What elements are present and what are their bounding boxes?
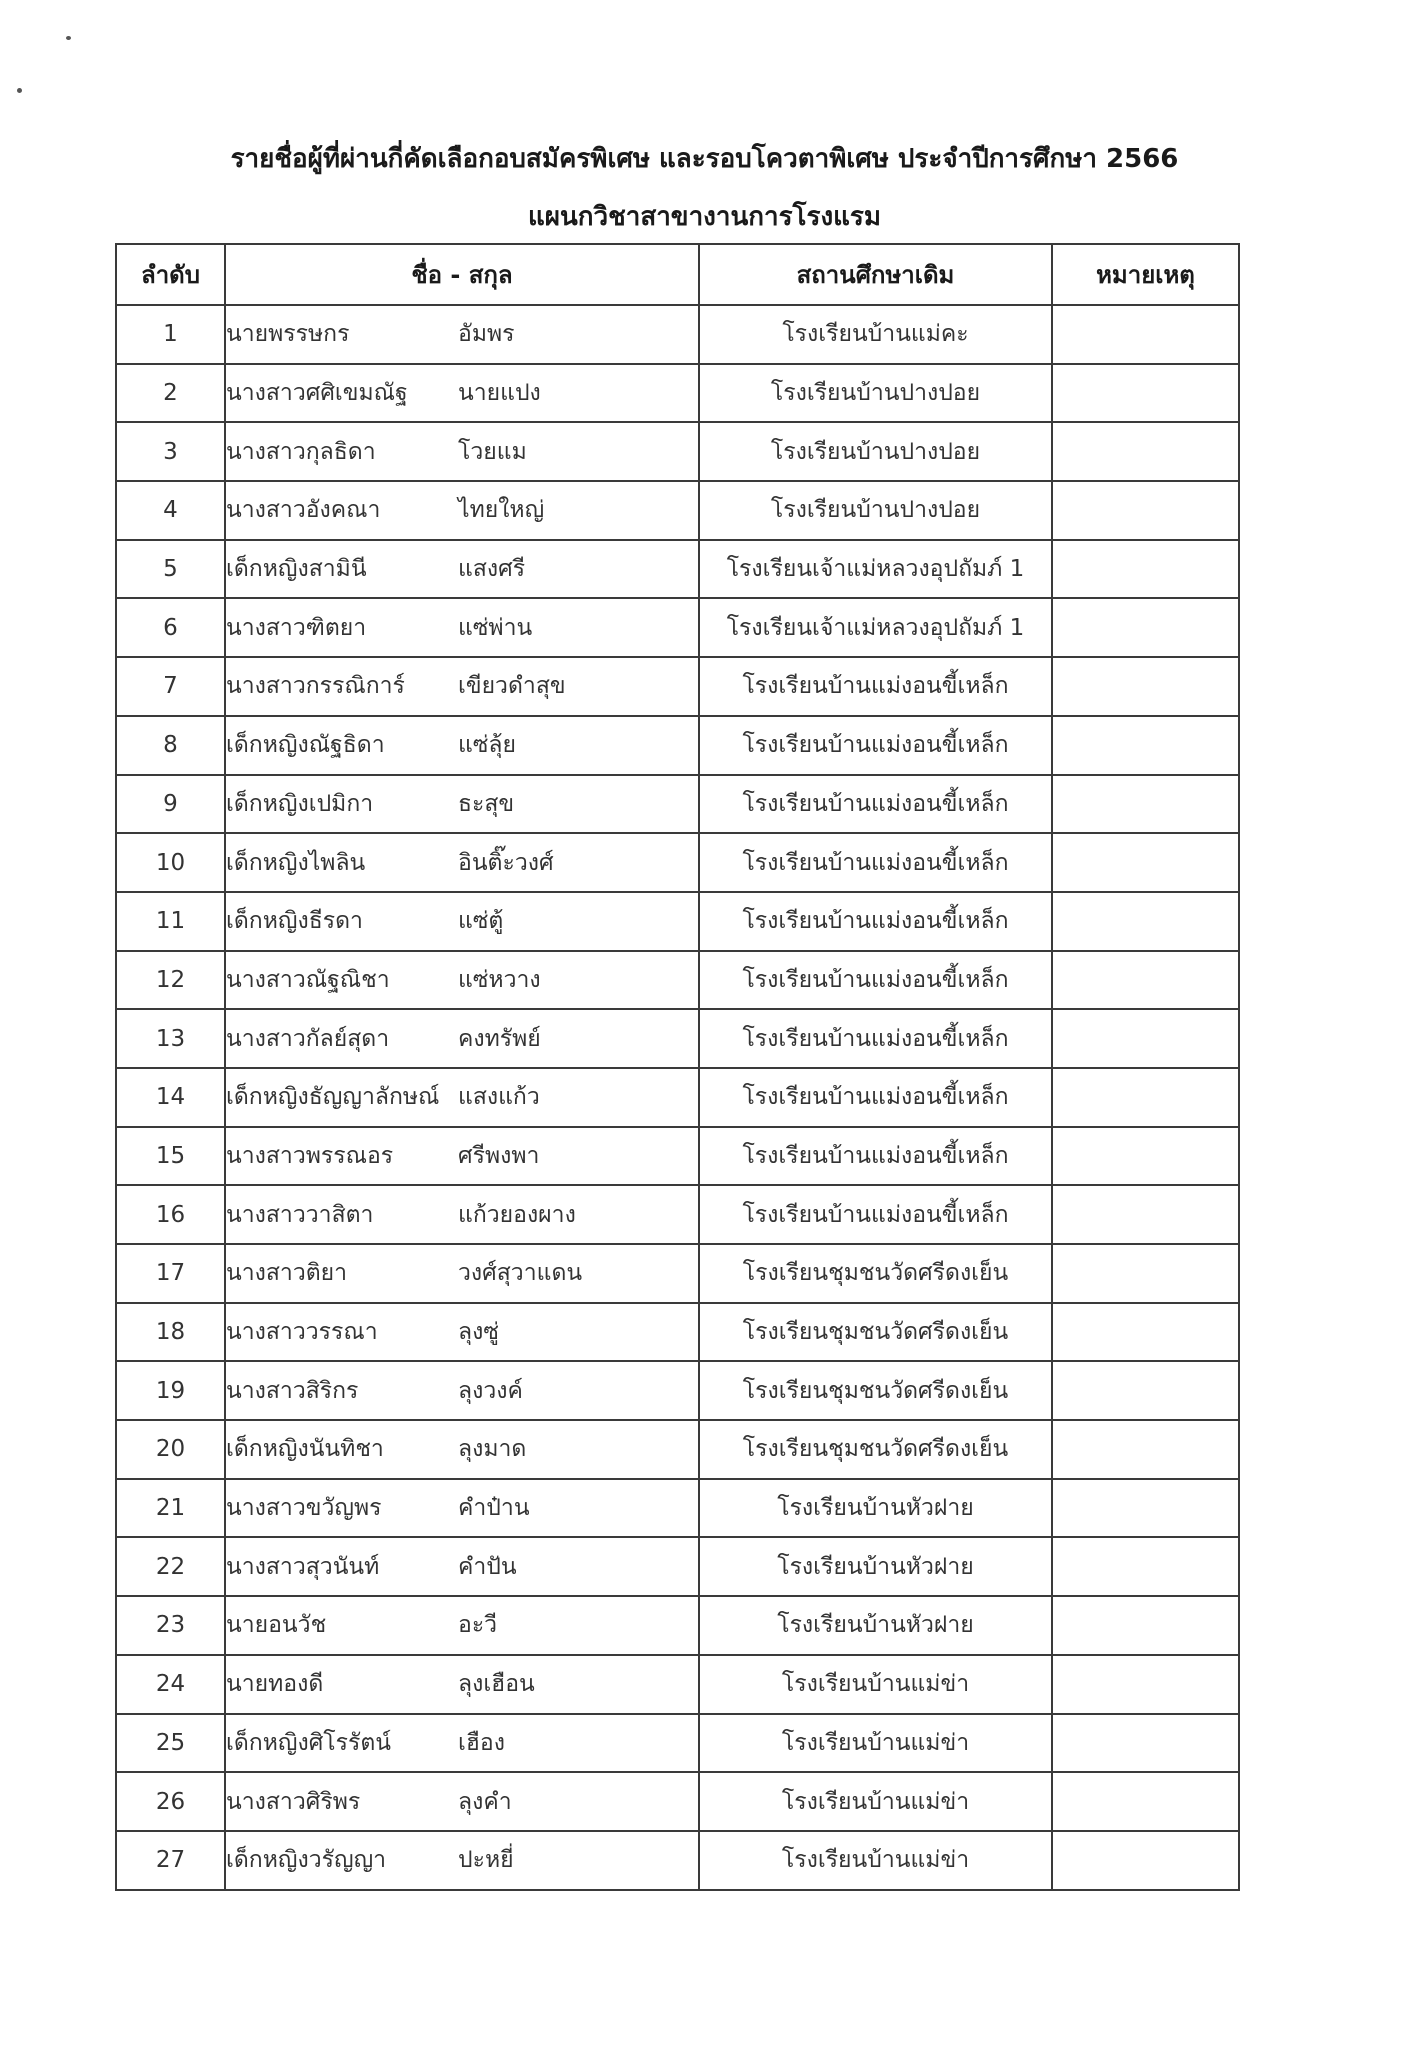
table-row [116, 1714, 1239, 1773]
table-row [116, 1479, 1239, 1538]
row-number: 7 [116, 657, 225, 716]
table-row [116, 951, 1239, 1010]
remark [1052, 1596, 1239, 1655]
last-name: ลุงคำ [458, 1788, 512, 1815]
header-no: ลำดับ [116, 244, 225, 305]
row-number: 6 [116, 598, 225, 657]
table-row [116, 716, 1239, 775]
last-name: แซ่พ่าน [458, 614, 533, 641]
row-number: 11 [116, 892, 225, 951]
remark [1052, 1537, 1239, 1596]
table-row [116, 364, 1239, 423]
table-row [116, 833, 1239, 892]
last-name: อัมพร [458, 321, 515, 348]
table-row [116, 1831, 1239, 1890]
first-name: นางสาวศศิเขมณัฐ [226, 380, 408, 407]
remark [1052, 1831, 1239, 1890]
previous-school: โรงเรียนบ้านปางปอย [699, 481, 1052, 540]
student-name-cell [225, 1537, 699, 1596]
last-name: วงศ์สุวาแดน [458, 1260, 583, 1287]
student-name-cell [225, 1596, 699, 1655]
last-name: แสงศรี [458, 556, 526, 583]
previous-school: โรงเรียนบ้านแม่ข่า [699, 1831, 1052, 1890]
remark [1052, 1303, 1239, 1362]
student-name-cell [225, 1244, 699, 1303]
first-name: นางสาวกรรณิการ์ [226, 673, 405, 700]
last-name: ปะหยี่ [458, 1847, 514, 1874]
first-name: นางสาวฑิตยา [226, 614, 367, 641]
table-row [116, 892, 1239, 951]
table-row [116, 1537, 1239, 1596]
previous-school: โรงเรียนเจ้าแม่หลวงอุปถัมภ์ 1 [699, 598, 1052, 657]
last-name: แก้วยองผาง [458, 1201, 576, 1228]
first-name: เด็กหญิงธีรดา [226, 908, 363, 935]
previous-school: โรงเรียนบ้านหัวฝาย [699, 1479, 1052, 1538]
table-row [116, 1420, 1239, 1479]
first-name: นายทองดี [226, 1671, 324, 1698]
previous-school: โรงเรียนบ้านแม่งอนขี้เหล็ก [699, 833, 1052, 892]
header-name: ชื่อ - สกุล [225, 244, 699, 305]
table-body [116, 305, 1239, 1890]
table-row [116, 1596, 1239, 1655]
first-name: นางสาวขวัญพร [226, 1495, 382, 1522]
previous-school: โรงเรียนบ้านหัวฝาย [699, 1596, 1052, 1655]
last-name: ธะสุข [458, 790, 515, 817]
previous-school: โรงเรียนบ้านแม่งอนขี้เหล็ก [699, 1009, 1052, 1068]
last-name: ลุงวงค์ [458, 1377, 523, 1404]
previous-school: โรงเรียนชุมชนวัดศรีดงเย็น [699, 1303, 1052, 1362]
first-name: นายพรรษกร [226, 321, 350, 348]
first-name: นางสาวติยา [226, 1260, 348, 1287]
student-name-cell [225, 1068, 699, 1127]
remark [1052, 422, 1239, 481]
table-row [116, 1244, 1239, 1303]
remark [1052, 364, 1239, 423]
previous-school: โรงเรียนชุมชนวัดศรีดงเย็น [699, 1244, 1052, 1303]
row-number: 18 [116, 1303, 225, 1362]
last-name: ลุงซู่ [458, 1319, 499, 1346]
first-name: เด็กหญิงธัญญาลักษณ์ [226, 1084, 440, 1111]
remark [1052, 1068, 1239, 1127]
first-name: นางสาวกัลย์สุดา [226, 1025, 390, 1052]
first-name: นายอนวัช [226, 1612, 327, 1639]
remark [1052, 775, 1239, 834]
table-row [116, 481, 1239, 540]
previous-school: โรงเรียนบ้านหัวฝาย [699, 1537, 1052, 1596]
remark [1052, 1714, 1239, 1773]
table-header-row [116, 244, 1239, 305]
row-number: 19 [116, 1361, 225, 1420]
previous-school: โรงเรียนชุมชนวัดศรีดงเย็น [699, 1420, 1052, 1479]
row-number: 10 [116, 833, 225, 892]
first-name: นางสาววรรณา [226, 1319, 378, 1346]
first-name: เด็กหญิงวรัญญา [226, 1847, 387, 1874]
remark [1052, 1244, 1239, 1303]
previous-school: โรงเรียนบ้านแม่งอนขี้เหล็ก [699, 775, 1052, 834]
student-name-cell [225, 1127, 699, 1186]
scan-speck [17, 88, 22, 93]
first-name: นางสาวณัฐณิชา [226, 966, 390, 993]
row-number: 3 [116, 422, 225, 481]
last-name: แซ่หวาง [458, 966, 541, 993]
table-row [116, 1361, 1239, 1420]
row-number: 8 [116, 716, 225, 775]
row-number: 15 [116, 1127, 225, 1186]
table-row [116, 1009, 1239, 1068]
remark [1052, 716, 1239, 775]
last-name: แสงแก้ว [458, 1084, 540, 1111]
first-name: เด็กหญิงไพลิน [226, 849, 366, 876]
table-row [116, 540, 1239, 599]
row-number: 26 [116, 1772, 225, 1831]
document-subtitle: แผนกวิชาสาขางานการโรงแรม [527, 202, 882, 232]
student-name-cell [225, 833, 699, 892]
roster-table [115, 243, 1240, 1891]
student-name-cell [225, 1831, 699, 1890]
row-number: 17 [116, 1244, 225, 1303]
row-number: 21 [116, 1479, 225, 1538]
row-number: 24 [116, 1655, 225, 1714]
first-name: เด็กหญิงณัฐธิดา [226, 732, 385, 759]
student-name-cell [225, 1185, 699, 1244]
table-row [116, 1303, 1239, 1362]
row-number: 20 [116, 1420, 225, 1479]
remark [1052, 1772, 1239, 1831]
last-name: อินติ๊ะวงศ์ [458, 849, 554, 876]
remark [1052, 598, 1239, 657]
student-name-cell [225, 422, 699, 481]
table-row [116, 657, 1239, 716]
student-name-cell [225, 716, 699, 775]
student-name-cell [225, 1361, 699, 1420]
first-name: เด็กหญิงสามินี [226, 556, 367, 583]
remark [1052, 1185, 1239, 1244]
remark [1052, 540, 1239, 599]
student-name-cell [225, 1420, 699, 1479]
student-name-cell [225, 305, 699, 364]
table-row [116, 1185, 1239, 1244]
remark [1052, 951, 1239, 1010]
student-name-cell [225, 1655, 699, 1714]
remark [1052, 1127, 1239, 1186]
last-name: ลุงเฮือน [458, 1671, 535, 1698]
row-number: 12 [116, 951, 225, 1010]
student-name-cell [225, 1772, 699, 1831]
last-name: แซ่ลุ้ย [458, 732, 517, 759]
table-row [116, 1772, 1239, 1831]
previous-school: โรงเรียนบ้านแม่ข่า [699, 1772, 1052, 1831]
first-name: นางสาวศิริพร [226, 1788, 361, 1815]
student-name-cell [225, 540, 699, 599]
student-name-cell [225, 1714, 699, 1773]
document-title: รายชื่อผู้ที่ผ่านกี่คัดเลือกอบสมัครพิเศษ และรอบโควตาพิเศษ ประจำปีการศึกษา 2566 [230, 144, 1179, 174]
table-row [116, 598, 1239, 657]
row-number: 27 [116, 1831, 225, 1890]
student-name-cell [225, 951, 699, 1010]
first-name: เด็กหญิงนันทิชา [226, 1436, 384, 1463]
last-name: คงทรัพย์ [458, 1025, 541, 1052]
header-note: หมายเหตุ [1052, 244, 1239, 305]
remark [1052, 1655, 1239, 1714]
last-name: แซ่ตู้ [458, 908, 504, 935]
remark [1052, 1009, 1239, 1068]
last-name: เขียวดำสุข [458, 673, 566, 700]
last-name: ไทยใหญ่ [458, 497, 545, 524]
table-row [116, 422, 1239, 481]
remark [1052, 481, 1239, 540]
last-name: โวยแม [458, 438, 527, 465]
student-name-cell [225, 1009, 699, 1068]
remark [1052, 305, 1239, 364]
previous-school: โรงเรียนบ้านปางปอย [699, 364, 1052, 423]
last-name: เฮือง [458, 1729, 505, 1756]
last-name: คำป๋าน [458, 1495, 530, 1522]
header-school: สถานศึกษาเดิม [699, 244, 1052, 305]
row-number: 2 [116, 364, 225, 423]
student-name-cell [225, 892, 699, 951]
remark [1052, 892, 1239, 951]
last-name: นายแปง [458, 380, 541, 407]
last-name: อะวี [458, 1612, 498, 1639]
row-number: 13 [116, 1009, 225, 1068]
previous-school: โรงเรียนบ้านแม่ข่า [699, 1655, 1052, 1714]
table-row [116, 1068, 1239, 1127]
table-row [116, 1127, 1239, 1186]
student-name-cell [225, 481, 699, 540]
previous-school: โรงเรียนชุมชนวัดศรีดงเย็น [699, 1361, 1052, 1420]
student-name-cell [225, 1303, 699, 1362]
remark [1052, 1479, 1239, 1538]
remark [1052, 1361, 1239, 1420]
previous-school: โรงเรียนบ้านปางปอย [699, 422, 1052, 481]
previous-school: โรงเรียนบ้านแม่งอนขี้เหล็ก [699, 1068, 1052, 1127]
previous-school: โรงเรียนบ้านแม่งอนขี้เหล็ก [699, 1127, 1052, 1186]
row-number: 14 [116, 1068, 225, 1127]
first-name: นางสาวพรรณอร [226, 1142, 394, 1169]
first-name: นางสาวสิริกร [226, 1377, 359, 1404]
table-row [116, 1655, 1239, 1714]
row-number: 16 [116, 1185, 225, 1244]
row-number: 5 [116, 540, 225, 599]
student-name-cell [225, 657, 699, 716]
table-row [116, 775, 1239, 834]
row-number: 23 [116, 1596, 225, 1655]
previous-school: โรงเรียนบ้านแม่ข่า [699, 1714, 1052, 1773]
previous-school: โรงเรียนบ้านแม่งอนขี้เหล็ก [699, 892, 1052, 951]
previous-school: โรงเรียนเจ้าแม่หลวงอุปถัมภ์ 1 [699, 540, 1052, 599]
remark [1052, 833, 1239, 892]
previous-school: โรงเรียนบ้านแม่งอนขี้เหล็ก [699, 657, 1052, 716]
student-name-cell [225, 1479, 699, 1538]
row-number: 1 [116, 305, 225, 364]
remark [1052, 1420, 1239, 1479]
row-number: 22 [116, 1537, 225, 1596]
first-name: นางสาวสุวนันท์ [226, 1553, 380, 1580]
first-name: นางสาววาสิตา [226, 1201, 374, 1228]
student-name-cell [225, 364, 699, 423]
remark [1052, 657, 1239, 716]
first-name: นางสาวอังคณา [226, 497, 381, 524]
scan-speck [66, 36, 71, 40]
last-name: ศรีพงพา [458, 1142, 540, 1169]
student-name-cell [225, 598, 699, 657]
row-number: 9 [116, 775, 225, 834]
row-number: 4 [116, 481, 225, 540]
first-name: เด็กหญิงศิโรรัตน์ [226, 1729, 392, 1756]
first-name: นางสาวกุลธิดา [226, 438, 376, 465]
table-row [116, 305, 1239, 364]
row-number: 25 [116, 1714, 225, 1773]
last-name: คำปัน [458, 1553, 517, 1580]
previous-school: โรงเรียนบ้านแม่งอนขี้เหล็ก [699, 951, 1052, 1010]
previous-school: โรงเรียนบ้านแม่งอนขี้เหล็ก [699, 1185, 1052, 1244]
student-name-cell [225, 775, 699, 834]
first-name: เด็กหญิงเปมิกา [226, 790, 374, 817]
previous-school: โรงเรียนบ้านแม่คะ [699, 305, 1052, 364]
last-name: ลุงมาด [458, 1436, 527, 1463]
previous-school: โรงเรียนบ้านแม่งอนขี้เหล็ก [699, 716, 1052, 775]
